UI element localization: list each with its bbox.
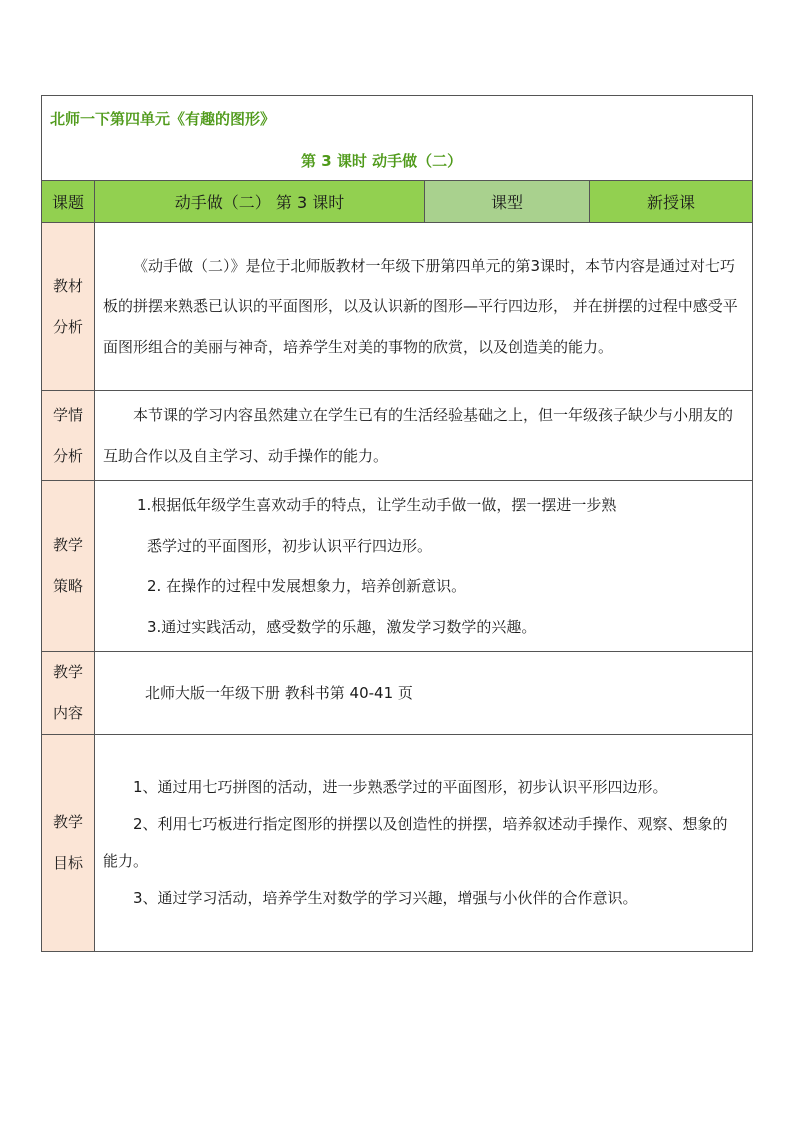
section-body	[95, 391, 753, 481]
section-teaching-strategy	[42, 481, 753, 652]
section-body	[95, 652, 753, 735]
type-value: 新授课	[590, 181, 753, 223]
title-row	[42, 96, 753, 181]
section-student-analysis	[42, 391, 753, 481]
section-body	[95, 223, 753, 391]
section-body	[95, 481, 753, 652]
topic-label: 课题	[42, 181, 95, 223]
section-label: 教学 内容	[42, 652, 95, 735]
summary-row	[42, 181, 753, 223]
section-teaching-goals	[42, 735, 753, 952]
lesson-plan-table	[41, 95, 753, 952]
textbook-analysis-text: 《动手做（二）》是位于北师版教材一年级下册第四单元的第3课时，本节内容是通过对七巧板的拼摆来熟悉已认识的平面图形，以及认识新的图形—平行四边形， 并在拼摆的过程中感受平面图形组合的美丽与神奇，培养学生对美的事物的欣赏，以及创造美的能力。	[103, 256, 738, 356]
section-label: 教学 策略	[42, 481, 95, 652]
goal-2: 2、利用七巧板进行指定图形的拼摆以及创造性的拼摆，培养叙述动手操作、观察、想象的能力。	[103, 815, 728, 870]
title-cell	[42, 96, 753, 181]
section-label: 教学 目标	[42, 735, 95, 952]
type-label: 课型	[425, 181, 590, 223]
strategy-item-1a: 1.根据低年级学生喜欢动手的特点，让学生动手做一做，摆一摆进一步熟	[137, 496, 617, 514]
section-textbook-analysis	[42, 223, 753, 391]
goal-1: 1、通过用七巧拼图的活动，进一步熟悉学过的平面图形，初步认识平形四边形。	[133, 778, 668, 796]
section-body	[95, 735, 753, 952]
section-label: 学情 分析	[42, 391, 95, 481]
strategy-item-2: 2. 在操作的过程中发展想象力，培养创新意识。	[147, 577, 467, 595]
section-teaching-content	[42, 652, 753, 735]
student-analysis-text: 本节课的学习内容虽然建立在学生已有的生活经验基础之上，但一年级孩子缺少与小朋友的互助合作以及自主学习、动手操作的能力。	[103, 406, 734, 465]
lesson-title: 第 3 课时 动手做（二）	[301, 152, 463, 170]
topic-value: 动手做（二） 第 3 课时	[95, 181, 425, 223]
unit-title: 北师一下第四单元《有趣的图形》	[50, 110, 276, 128]
teaching-content-text: 北师大版一年级下册 教科书第 40-41 页	[145, 683, 413, 702]
section-label: 教材 分析	[42, 223, 95, 391]
strategy-item-1b: 悉学过的平面图形，初步认识平行四边形。	[147, 536, 433, 555]
strategy-item-3: 3.通过实践活动，感受数学的乐趣，激发学习数学的兴趣。	[147, 617, 537, 636]
goal-3: 3、通过学习活动，培养学生对数学的学习兴趣，增强与小伙伴的合作意识。	[133, 889, 638, 907]
